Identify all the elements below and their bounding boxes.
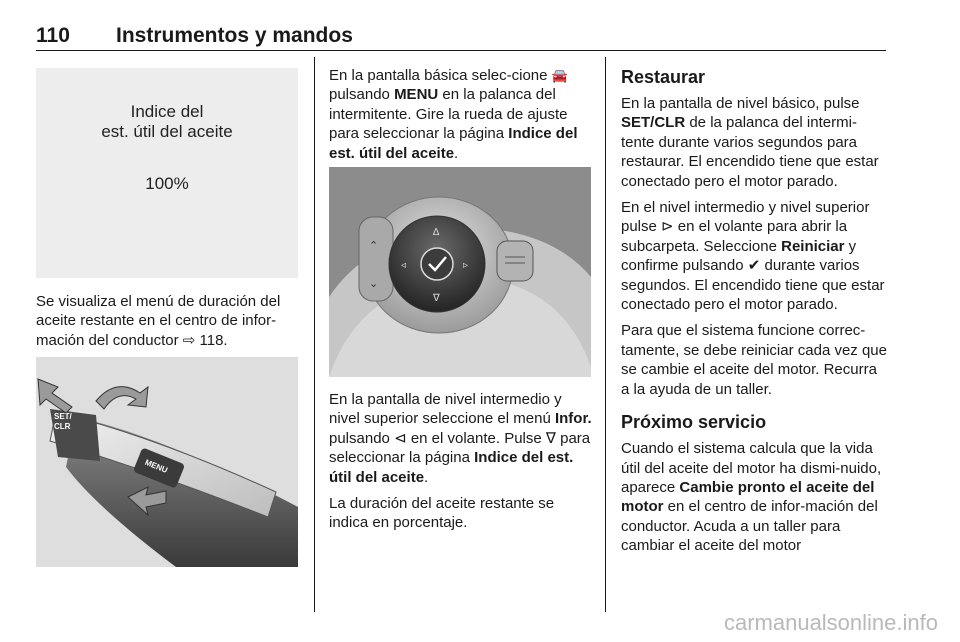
right-icon: ▹ bbox=[463, 260, 469, 271]
col2-p2-b: pulsando bbox=[329, 429, 390, 447]
watermark: carmanualsonline.info bbox=[723, 610, 938, 635]
col3-setclr-label: SET/CLR bbox=[621, 114, 686, 132]
check-icon: ✔ bbox=[747, 257, 761, 275]
turn-signal-lever-image bbox=[36, 357, 298, 567]
clr-label: CLR bbox=[54, 422, 71, 431]
col2-infor-label: Infor. bbox=[554, 410, 592, 428]
col3-p1-a: En la pantalla de nivel básico, pulse bbox=[621, 95, 860, 112]
col2-p1-page: Indice del est. útil del aceite bbox=[329, 125, 578, 162]
col3-p1-b: de la palanca del intermi-tente durante varios segundos para restaurar. El encendido tiene que estar conectado pero el motor parado. bbox=[621, 114, 879, 190]
page-ref-arrow-icon: ⇨ bbox=[182, 331, 196, 349]
heading-restaurar: Restaurar bbox=[621, 67, 706, 87]
col3-paragraph-1 bbox=[621, 94, 889, 191]
col3-paragraph-2 bbox=[621, 198, 889, 314]
col1-ref: 118. bbox=[199, 331, 228, 349]
page-header bbox=[36, 0, 886, 51]
display-oil-value: 100% bbox=[145, 174, 189, 193]
col3-p4-a: Cuando el sistema calcula que la vida útil del aceite del motor ha dismi-nuido, aparece bbox=[621, 440, 882, 496]
display-title-line2: est. útil del aceite bbox=[101, 122, 233, 141]
col1-paragraph bbox=[36, 292, 304, 350]
oil-life-display-image bbox=[36, 68, 298, 278]
lever-illustration bbox=[36, 357, 298, 567]
left-icon: ◃ bbox=[401, 260, 407, 271]
down-icon: ∇ bbox=[433, 293, 440, 304]
col3-p4-b: en el centro de infor-mación del conductor. Acuda a un taller para cambiar el aceite del motor bbox=[621, 498, 878, 555]
steering-wheel-illustration bbox=[329, 167, 591, 377]
up-icon: ∆ bbox=[433, 227, 440, 238]
col2-p2-d: para seleccionar la página bbox=[329, 429, 591, 467]
page-number: 110 bbox=[36, 24, 70, 47]
cruise-down-icon: ⌄ bbox=[369, 278, 379, 290]
col3-p2-a: En el nivel intermedio y nivel superior pulse bbox=[621, 199, 870, 236]
col2-p1-c: en la palanca del intermitente. Gire la rueda de ajuste para seleccionar la página bbox=[329, 86, 568, 143]
column-divider-2 bbox=[605, 57, 606, 612]
col3-paragraph-3: Para que el sistema funcione correc-tamente, se debe reiniciar cada vez que se cambie el aceite del motor. Recurra a la ayuda de un taller. bbox=[621, 322, 887, 398]
col3-p4-message: Cambie pronto el aceite del motor bbox=[621, 478, 875, 516]
col1-text: Se visualiza el menú de duración del aceite restante en el centro de infor-mación del conductor bbox=[36, 293, 281, 349]
col3-p2-c: y confirme pulsando bbox=[621, 237, 857, 275]
col2-menu-label: MENU bbox=[394, 86, 439, 104]
col2-p2-c: en el volante. Pulse bbox=[410, 429, 542, 447]
set-label: SET/ bbox=[54, 412, 72, 421]
col3-reiniciar-label: Reiniciar bbox=[781, 237, 845, 255]
col2-p1-end: . bbox=[454, 144, 459, 162]
col2-p2-end: . bbox=[424, 468, 429, 486]
col3-p2-b: en el volante para abrir la subcarpeta. Seleccione bbox=[621, 218, 848, 255]
down-triangle-icon: ∇ bbox=[545, 429, 556, 447]
col2-paragraph-1 bbox=[329, 66, 595, 163]
col2-p2-page: Indice del est. útil del aceite bbox=[329, 449, 574, 486]
col2-paragraph-3: La duración del aceite restante se indica en porcentaje. bbox=[329, 495, 555, 532]
left-triangle-icon: ⊲ bbox=[394, 429, 407, 447]
display-title-line1: Indice del bbox=[130, 102, 204, 121]
col3-p2-d: durante varios segundos. El encendido tiene que estar conectado pero el motor parado. bbox=[621, 257, 885, 314]
menu-label: MENU bbox=[143, 457, 169, 475]
column-3-text bbox=[621, 66, 889, 563]
column-2-bottom-text bbox=[329, 390, 595, 540]
steering-wheel-image bbox=[329, 167, 591, 377]
col2-p2-a: En la pantalla de nivel intermedio y nivel superior seleccione el menú bbox=[329, 391, 562, 428]
car-icon: 🚘 bbox=[551, 68, 568, 83]
col3-paragraph-4 bbox=[621, 439, 889, 555]
column-2-top-text bbox=[329, 66, 595, 170]
heading-proximo-servicio: Próximo servicio bbox=[621, 412, 767, 433]
right-triangle-icon: ⊳ bbox=[661, 218, 674, 236]
col2-paragraph-2 bbox=[329, 390, 595, 487]
column-1-text bbox=[36, 292, 304, 357]
col2-p1-a: En la pantalla básica selec-cione bbox=[329, 67, 548, 84]
col2-p1-b: pulsando bbox=[329, 86, 390, 104]
column-divider-1 bbox=[314, 57, 315, 612]
page-title: Instrumentos y mandos bbox=[116, 24, 353, 47]
cruise-up-icon: ⌃ bbox=[369, 240, 379, 252]
